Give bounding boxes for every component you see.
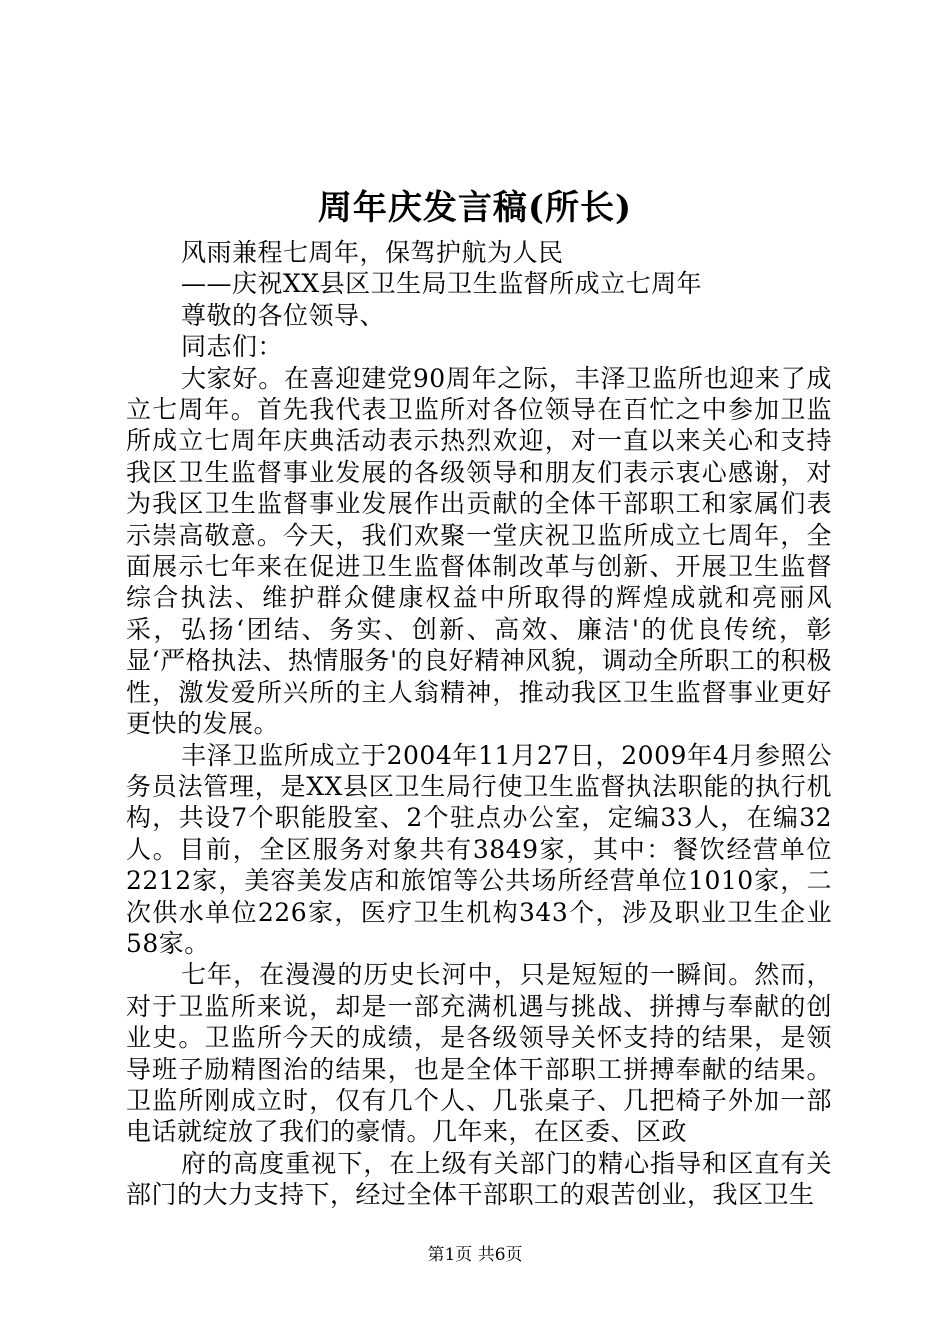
page-title: 周年庆发言稿(所长) bbox=[317, 188, 633, 228]
paragraph-1: 大家好。在喜迎建党90周年之际，丰泽卫监所也迎来了成立七周年。首先我代表卫监所对各位领导在百忙之中参加卫监所成立七周年庆典活动表示热烈欢迎，对一直以来关心和支持我区卫生监督事业发展的各级领导和朋友们表示衷心感谢，对为我区卫生监督事业发展作出贡献的全体干部职工和家属们表示崇高敬意。今天，我们欢聚一堂庆祝卫监所成立七周年，全面展示七年来在促进卫生监督体制改革与创新、开展卫生监督综合执法、维护群众健康权益中所取得的辉煌成就和亮丽风采，弘扬‘团结、务实、创新、高效、廉洁'的优良传统，彰显‘严格执法、热情服务'的良好精神风貌，调动全所职工的积极性，激发爱所兴所的主人翁精神，推动我区卫生监督事业更好更快的发展。 bbox=[126, 363, 832, 739]
paragraph-3: 七年，在漫漫的历史长河中，只是短短的一瞬间。然而，对于卫监所来说，却是一部充满机遇与挑战、拼搏与奉献的创业史。卫监所今天的成绩，是各级领导关怀支持的结果，是领导班子励精图治的结果，也是全体干部职工拼搏奉献的结果。卫监所刚成立时，仅有几个人、几张桌子、几把椅子外加一部电话就绽放了我们的豪情。几年来，在区委、区政 bbox=[126, 960, 832, 1147]
document-body bbox=[126, 237, 832, 1211]
subtitle-line-1: 风雨兼程七周年，保驾护航为人民 bbox=[181, 238, 564, 267]
paragraph-2: 丰泽卫监所成立于2004年11月27日，2009年4月参照公务员法管理，是XX县区卫生局行使卫生监督执法职能的执行机构，共设7个职能股室、2个驻点办公室，定编33人，在编32人。目前，全区服务对象共有3849家，其中：餐饮经营单位2212家，美容美发店和旅馆等公共场所经营单位1010家，二次供水单位226家，医疗卫生机构343个，涉及职业卫生企业58家。 bbox=[126, 740, 832, 958]
salutation-line-1: 尊敬的各位领导、 bbox=[181, 300, 386, 330]
subtitle-line-2: ——庆祝XX县区卫生局卫生监督所成立七周年 bbox=[181, 269, 703, 299]
paragraph-4: 府的高度重视下，在上级有关部门的精心指导和区直有关部门的大力支持下，经过全体干部职工的艰苦创业，我区卫生 bbox=[126, 1148, 832, 1210]
salutation-line-2: 同志们： bbox=[181, 332, 284, 362]
page-number-footer: 第1页 共6页 bbox=[427, 1245, 523, 1265]
